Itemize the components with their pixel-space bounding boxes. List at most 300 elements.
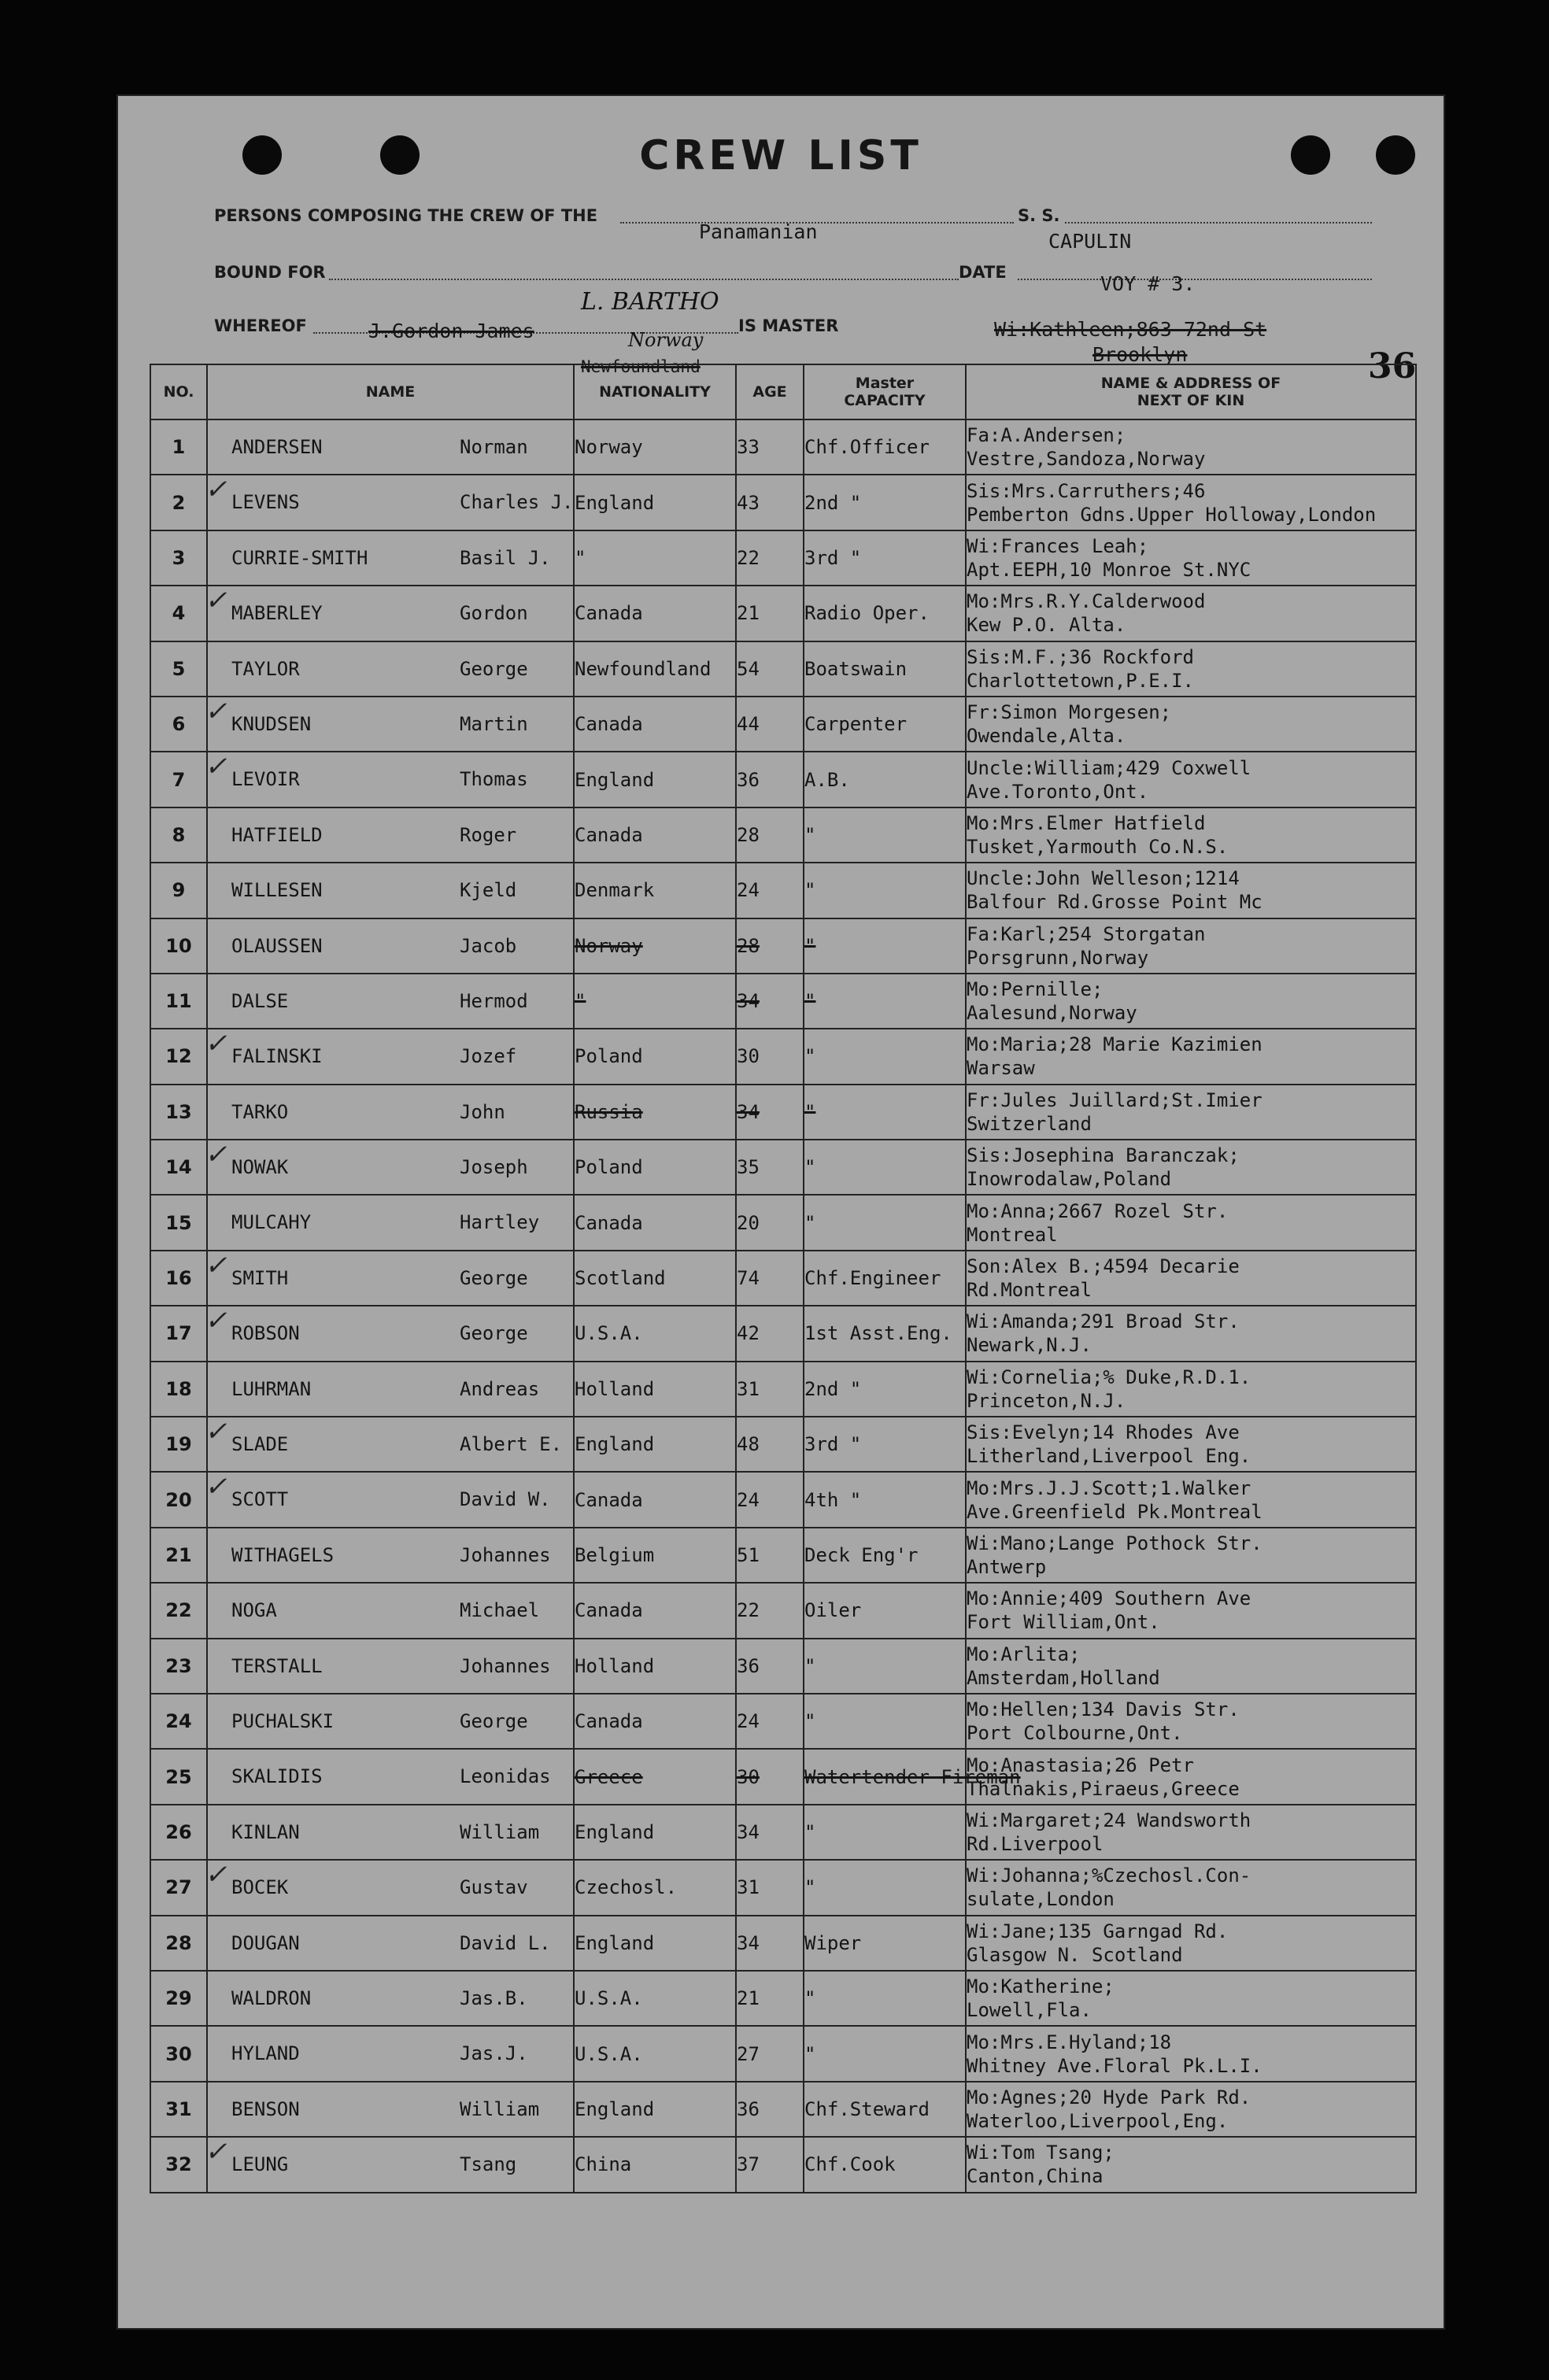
crew-age: 36	[736, 752, 804, 807]
crew-surname: TERSTALL	[231, 1654, 323, 1677]
table-row	[150, 2137, 1416, 2192]
table-row	[150, 1528, 1416, 1583]
crew-given-name: Charles J.	[460, 491, 574, 514]
crew-nationality: Canada	[574, 1472, 736, 1527]
master-handwritten-value: L. BARTHO	[581, 288, 719, 316]
next-of-kin-line: Sis:Mrs.Carruthers;46	[967, 479, 1206, 502]
next-of-kin-cell	[966, 1085, 1416, 1140]
next-of-kin-line: Mo:Mrs.J.J.Scott;1.Walker	[967, 1476, 1251, 1499]
check-mark-icon: ✓	[205, 1028, 227, 1060]
crew-name-cell	[207, 1140, 574, 1195]
next-of-kin-cell	[966, 1140, 1416, 1195]
crew-capacity: "	[804, 1860, 966, 1915]
next-of-kin-cell	[966, 641, 1416, 697]
crew-surname: KINLAN	[231, 1820, 300, 1843]
crew-age: 28	[736, 918, 804, 974]
next-of-kin-line: Mo:Anna;2667 Rozel Str.	[967, 1199, 1229, 1222]
next-of-kin-line: Mo:Anastasia;26 Petr	[967, 1754, 1194, 1776]
next-of-kin-line: Balfour Rd.Grosse Point Mc	[967, 891, 1262, 914]
next-of-kin-cell	[966, 1971, 1416, 2026]
row-number: 20	[150, 1472, 207, 1527]
crew-name-cell	[207, 419, 574, 475]
crew-age: 36	[736, 1639, 804, 1694]
row-number: 14	[150, 1140, 207, 1195]
crew-surname: DALSE	[231, 989, 289, 1012]
crew-name-cell	[207, 1805, 574, 1860]
crew-name-cell	[207, 863, 574, 918]
row-number: 31	[150, 2082, 207, 2137]
row-number: 18	[150, 1362, 207, 1417]
next-of-kin-line: Amsterdam,Holland	[967, 1666, 1160, 1689]
row-number: 23	[150, 1639, 207, 1694]
next-of-kin-line: Glasgow N. Scotland	[967, 1943, 1183, 1966]
crew-name-cell	[207, 1251, 574, 1306]
crew-surname: WITHAGELS	[231, 1543, 335, 1566]
table-row	[150, 530, 1416, 586]
col-header-no: NO.	[150, 364, 207, 419]
crew-given-name: David L.	[460, 1931, 551, 1954]
crew-capacity: Chf.Cook	[804, 2137, 966, 2192]
crew-name-cell	[207, 2026, 574, 2081]
whereof-label: WHEREOF	[214, 316, 307, 335]
crew-given-name: Basil J.	[460, 546, 551, 569]
next-of-kin-cell	[966, 752, 1416, 807]
next-of-kin-line: Sis:Josephina Baranczak;	[967, 1144, 1240, 1167]
next-of-kin-cell	[966, 1639, 1416, 1694]
crew-nationality: Czechosl.	[574, 1860, 736, 1915]
next-of-kin-line: Mo:Annie;409 Southern Ave	[967, 1587, 1251, 1610]
next-of-kin-line: sulate,London	[967, 1888, 1115, 1911]
row-number: 25	[150, 1749, 207, 1804]
crew-age: 43	[736, 475, 804, 530]
crew-nationality: U.S.A.	[574, 2026, 736, 2081]
row-number: 30	[150, 2026, 207, 2081]
row-number: 10	[150, 918, 207, 974]
crew-nationality: Denmark	[574, 863, 736, 918]
crew-capacity: 1st Asst.Eng.	[804, 1306, 966, 1361]
crew-nationality: China	[574, 2137, 736, 2192]
next-of-kin-cell	[966, 419, 1416, 475]
crew-name-cell	[207, 530, 574, 586]
next-of-kin-line: Montreal	[967, 1223, 1058, 1246]
next-of-kin-line: Mo:Pernille;	[967, 978, 1104, 1001]
next-of-kin-cell	[966, 2137, 1416, 2192]
next-of-kin-line: Fort William,Ont.	[967, 1611, 1160, 1634]
next-of-kin-cell	[966, 2082, 1416, 2137]
crew-capacity: "	[804, 1085, 966, 1140]
crew-name-cell	[207, 586, 574, 641]
next-of-kin-line: Fr:Jules Juillard;St.Imier	[967, 1088, 1262, 1111]
next-of-kin-line: Mo:Mrs.R.Y.Calderwood	[967, 590, 1206, 613]
crew-age: 34	[736, 1085, 804, 1140]
crew-age: 34	[736, 974, 804, 1029]
master-nationality-handwritten: Norway	[628, 329, 704, 351]
crew-name-cell	[207, 1417, 574, 1472]
flag-value: Panamanian	[699, 220, 818, 243]
crew-age: 37	[736, 2137, 804, 2192]
crew-given-name: Andreas	[460, 1377, 540, 1400]
crew-capacity: "	[804, 2026, 966, 2081]
next-of-kin-line: Rd.Liverpool	[967, 1832, 1104, 1855]
crew-surname: LUHRMAN	[231, 1377, 312, 1400]
next-of-kin-line: Tusket,Yarmouth Co.N.S.	[967, 835, 1229, 858]
row-number: 22	[150, 1583, 207, 1638]
crew-surname: KNUDSEN	[231, 712, 312, 735]
crew-given-name: Jacob	[460, 934, 517, 957]
crew-age: 28	[736, 808, 804, 863]
crew-age: 51	[736, 1528, 804, 1583]
crew-name-cell	[207, 752, 574, 807]
crew-name-cell	[207, 1029, 574, 1084]
col-header-age: AGE	[736, 364, 804, 419]
next-of-kin-line: Wi:Mano;Lange Pothock Str.	[967, 1532, 1262, 1554]
date-label: DATE	[959, 263, 1007, 282]
crew-name-cell	[207, 974, 574, 1029]
next-of-kin-cell	[966, 863, 1416, 918]
next-of-kin-line: Mo:Katherine;	[967, 1975, 1115, 1998]
crew-name-cell	[207, 475, 574, 530]
next-of-kin-line: Mo:Hellen;134 Davis Str.	[967, 1698, 1240, 1721]
crew-surname: CURRIE-SMITH	[231, 546, 368, 569]
crew-capacity: "	[804, 1694, 966, 1749]
crew-age: 31	[736, 1362, 804, 1417]
crew-capacity: "	[804, 974, 966, 1029]
next-of-kin-cell	[966, 1528, 1416, 1583]
row-number: 12	[150, 1029, 207, 1084]
crew-age: 44	[736, 697, 804, 752]
crew-given-name: George	[460, 1266, 528, 1289]
is-master-label: IS MASTER	[738, 316, 839, 335]
row-number: 29	[150, 1971, 207, 2026]
table-row	[150, 1971, 1416, 2026]
crew-age: 27	[736, 2026, 804, 2081]
table-row	[150, 1251, 1416, 1306]
crew-table-body	[150, 419, 1416, 2193]
next-of-kin-cell	[966, 1805, 1416, 1860]
crew-age: 34	[736, 1805, 804, 1860]
row-number: 7	[150, 752, 207, 807]
col-header-capacity-line2: CAPACITY	[844, 392, 926, 409]
crew-nationality: Holland	[574, 1639, 736, 1694]
next-of-kin-line: Wi:Cornelia;% Duke,R.D.1.	[967, 1366, 1251, 1388]
row-number: 28	[150, 1916, 207, 1971]
crew-nationality: Holland	[574, 1362, 736, 1417]
crew-age: 48	[736, 1417, 804, 1472]
crew-nationality: Norway	[574, 419, 736, 475]
table-row	[150, 1583, 1416, 1638]
crew-surname: TAYLOR	[231, 657, 300, 680]
crew-nationality: Poland	[574, 1029, 736, 1084]
next-of-kin-cell	[966, 697, 1416, 752]
col-header-name: NAME	[207, 364, 574, 419]
crew-capacity: 3rd "	[804, 530, 966, 586]
crew-name-cell	[207, 1971, 574, 2026]
next-of-kin-line: Litherland,Liverpool Eng.	[967, 1445, 1251, 1468]
crew-capacity: A.B.	[804, 752, 966, 807]
crew-surname: LEVOIR	[231, 768, 300, 791]
next-of-kin-line: Canton,China	[967, 2165, 1104, 2188]
crew-capacity: Radio Oper.	[804, 586, 966, 641]
crew-nationality: England	[574, 752, 736, 807]
crew-given-name: John	[460, 1100, 505, 1123]
crew-nationality: Greece	[574, 1749, 736, 1804]
next-of-kin-line: Mo:Mrs.E.Hyland;18	[967, 2031, 1172, 2053]
crew-age: 42	[736, 1306, 804, 1361]
table-row	[150, 1860, 1416, 1915]
next-of-kin-line: Wi:Frances Leah;	[967, 534, 1149, 557]
next-of-kin-cell	[966, 586, 1416, 641]
crew-age: 22	[736, 530, 804, 586]
next-of-kin-cell	[966, 1916, 1416, 1971]
table-row	[150, 641, 1416, 697]
crew-surname: WALDRON	[231, 1986, 312, 2009]
row-number: 19	[150, 1417, 207, 1472]
crew-capacity: Watertender Fireman	[804, 1749, 966, 1804]
crew-nationality: Canada	[574, 586, 736, 641]
table-row	[150, 2082, 1416, 2137]
crew-capacity: "	[804, 808, 966, 863]
table-row	[150, 1805, 1416, 1860]
crew-nationality: Canada	[574, 808, 736, 863]
row-number: 6	[150, 697, 207, 752]
crew-capacity: Wiper	[804, 1916, 966, 1971]
crew-nationality: "	[574, 530, 736, 586]
master-nationality-struck: Newfoundland	[581, 357, 701, 376]
next-of-kin-cell	[966, 1251, 1416, 1306]
crew-name-cell	[207, 1639, 574, 1694]
next-of-kin-line: Switzerland	[967, 1112, 1092, 1135]
crew-name-cell	[207, 1916, 574, 1971]
crew-nationality: U.S.A.	[574, 1971, 736, 2026]
table-header-row	[150, 364, 1416, 419]
crew-capacity: Oiler	[804, 1583, 966, 1638]
table-row	[150, 1029, 1416, 1084]
crew-surname: PUCHALSKI	[231, 1709, 335, 1732]
crew-capacity: 3rd "	[804, 1417, 966, 1472]
table-row	[150, 1472, 1416, 1527]
crew-capacity: "	[804, 863, 966, 918]
row-number: 26	[150, 1805, 207, 1860]
col-header-kin	[966, 364, 1416, 419]
table-row	[150, 1140, 1416, 1195]
row-number: 3	[150, 530, 207, 586]
crew-capacity: "	[804, 1971, 966, 2026]
crew-nationality: U.S.A.	[574, 1306, 736, 1361]
crew-nationality: Canada	[574, 1583, 736, 1638]
crew-surname: HATFIELD	[231, 823, 323, 846]
crew-nationality: Poland	[574, 1140, 736, 1195]
crew-age: 36	[736, 2082, 804, 2137]
crew-given-name: Albert E.	[460, 1433, 563, 1456]
next-of-kin-line: Mo:Arlita;	[967, 1643, 1081, 1665]
crew-surname: LEVENS	[231, 491, 300, 514]
next-of-kin-line: Uncle:John Welleson;1214	[967, 867, 1240, 890]
crew-surname: ROBSON	[231, 1322, 300, 1345]
next-of-kin-cell	[966, 1694, 1416, 1749]
next-of-kin-cell	[966, 974, 1416, 1029]
next-of-kin-cell	[966, 1362, 1416, 1417]
bound-for-label: BOUND FOR	[214, 263, 326, 282]
crew-surname: HYLAND	[231, 2042, 300, 2065]
crew-surname: DOUGAN	[231, 1931, 300, 1954]
col-header-kin-line2: NEXT OF KIN	[1137, 392, 1245, 409]
next-of-kin-line: Wi:Amanda;291 Broad Str.	[967, 1310, 1240, 1333]
dotted-line	[329, 279, 959, 280]
crew-name-cell	[207, 808, 574, 863]
crew-list-sheet	[116, 94, 1445, 2330]
row-number: 16	[150, 1251, 207, 1306]
row-number: 15	[150, 1195, 207, 1250]
crew-surname: BENSON	[231, 2097, 300, 2120]
crew-age: 30	[736, 1749, 804, 1804]
persons-label: PERSONS COMPOSING THE CREW OF THE	[214, 206, 598, 225]
ss-label: S. S.	[1018, 206, 1060, 225]
next-of-kin-line: Mo:Maria;28 Marie Kazimien	[967, 1033, 1262, 1056]
next-of-kin-line: Inowrodalaw,Poland	[967, 1168, 1172, 1191]
crew-name-cell	[207, 1860, 574, 1915]
table-row	[150, 1306, 1416, 1361]
crew-surname: ANDERSEN	[231, 436, 323, 458]
crew-capacity: Chf.Steward	[804, 2082, 966, 2137]
crew-nationality: England	[574, 1916, 736, 1971]
crew-given-name: Martin	[460, 712, 528, 735]
master-kin-struck-1: Wi:Kathleen;863 72nd St	[994, 318, 1267, 341]
table-row	[150, 808, 1416, 863]
next-of-kin-line: Antwerp	[967, 1556, 1047, 1578]
next-of-kin-cell	[966, 2026, 1416, 2081]
crew-surname: FALINSKI	[231, 1045, 323, 1068]
next-of-kin-line: Mo:Mrs.Elmer Hatfield	[967, 811, 1206, 834]
crew-surname: OLAUSSEN	[231, 934, 323, 957]
crew-name-cell	[207, 1472, 574, 1527]
crew-given-name: Michael	[460, 1599, 540, 1622]
crew-capacity: Carpenter	[804, 697, 966, 752]
crew-surname: NOWAK	[231, 1156, 289, 1179]
crew-given-name: William	[460, 1820, 540, 1843]
crew-name-cell	[207, 1306, 574, 1361]
crew-capacity: Chf.Engineer	[804, 1251, 966, 1306]
crew-name-cell	[207, 641, 574, 697]
crew-capacity: "	[804, 1805, 966, 1860]
crew-nationality: Norway	[574, 918, 736, 974]
next-of-kin-cell	[966, 1583, 1416, 1638]
crew-given-name: Gustav	[460, 1876, 528, 1899]
crew-nationality: England	[574, 1417, 736, 1472]
crew-given-name: Jozef	[460, 1045, 517, 1068]
crew-age: 54	[736, 641, 804, 697]
voyage-value: VOY # 3.	[1100, 272, 1196, 295]
crew-given-name: Tsang	[460, 2153, 517, 2176]
next-of-kin-line: Lowell,Fla.	[967, 1999, 1092, 2022]
crew-surname: SCOTT	[231, 1488, 289, 1511]
crew-age: 74	[736, 1251, 804, 1306]
table-row	[150, 1085, 1416, 1140]
next-of-kin-line: Pemberton Gdns.Upper Holloway,London	[967, 503, 1377, 526]
crew-given-name: George	[460, 1709, 528, 1732]
row-number: 8	[150, 808, 207, 863]
crew-age: 33	[736, 419, 804, 475]
crew-age: 21	[736, 1971, 804, 2026]
crew-given-name: Johannes	[460, 1543, 551, 1566]
next-of-kin-line: Ave.Toronto,Ont.	[967, 780, 1149, 803]
col-header-capacity	[804, 364, 966, 419]
check-mark-icon: ✓	[205, 585, 227, 617]
crew-given-name: Thomas	[460, 768, 528, 791]
row-number: 21	[150, 1528, 207, 1583]
crew-given-name: Roger	[460, 823, 517, 846]
next-of-kin-line: Son:Alex B.;4594 Decarie	[967, 1255, 1240, 1278]
crew-capacity: "	[804, 1195, 966, 1250]
crew-given-name: Joseph	[460, 1156, 528, 1179]
crew-name-cell	[207, 918, 574, 974]
next-of-kin-line: Owendale,Alta.	[967, 725, 1126, 748]
next-of-kin-line: Wi:Johanna;%Czechosl.Con-	[967, 1864, 1251, 1887]
table-row	[150, 586, 1416, 641]
next-of-kin-line: Vestre,Sandoza,Norway	[967, 448, 1206, 471]
crew-capacity: 2nd "	[804, 475, 966, 530]
next-of-kin-line: Porsgrunn,Norway	[967, 946, 1149, 969]
crew-given-name: Leonidas	[460, 1765, 551, 1788]
crew-given-name: George	[460, 1322, 528, 1345]
crew-capacity: Chf.Officer	[804, 419, 966, 475]
table-row	[150, 863, 1416, 918]
crew-age: 24	[736, 863, 804, 918]
col-header-nationality: NATIONALITY	[574, 364, 736, 419]
crew-nationality: Canada	[574, 697, 736, 752]
next-of-kin-line: Wi:Jane;135 Garngad Rd.	[967, 1920, 1229, 1942]
crew-name-cell	[207, 1085, 574, 1140]
crew-capacity: "	[804, 1029, 966, 1084]
crew-name-cell	[207, 1362, 574, 1417]
next-of-kin-line: Sis:M.F.;36 Rockford	[967, 645, 1194, 668]
crew-nationality: England	[574, 2082, 736, 2137]
crew-capacity: "	[804, 918, 966, 974]
row-number: 13	[150, 1085, 207, 1140]
next-of-kin-line: Fr:Simon Morgesen;	[967, 701, 1172, 724]
crew-surname: WILLESEN	[231, 879, 323, 902]
next-of-kin-line: Port Colbourne,Ont.	[967, 1722, 1183, 1745]
next-of-kin-line: Kew P.O. Alta.	[967, 614, 1126, 637]
next-of-kin-cell	[966, 1306, 1416, 1361]
row-number: 1	[150, 419, 207, 475]
page-number: 36	[1368, 346, 1417, 386]
row-number: 5	[150, 641, 207, 697]
table-row	[150, 697, 1416, 752]
next-of-kin-line: Wi:Tom Tsang;	[967, 2142, 1115, 2164]
crew-name-cell	[207, 1195, 574, 1250]
crew-name-cell	[207, 2082, 574, 2137]
next-of-kin-line: Charlottetown,P.E.I.	[967, 669, 1194, 692]
next-of-kin-line: Mo:Agnes;20 Hyde Park Rd.	[967, 2086, 1251, 2108]
crew-age: 24	[736, 1694, 804, 1749]
crew-given-name: William	[460, 2097, 540, 2120]
check-mark-icon: ✓	[205, 1249, 227, 1281]
table-row	[150, 1362, 1416, 1417]
crew-given-name: Jas.J.	[460, 2042, 528, 2065]
crew-capacity: Boatswain	[804, 641, 966, 697]
next-of-kin-cell	[966, 918, 1416, 974]
crew-capacity: "	[804, 1639, 966, 1694]
crew-age: 30	[736, 1029, 804, 1084]
crew-given-name: Gordon	[460, 602, 528, 625]
row-number: 32	[150, 2137, 207, 2192]
crew-nationality: Scotland	[574, 1251, 736, 1306]
check-mark-icon: ✓	[205, 1139, 227, 1171]
crew-capacity: 4th "	[804, 1472, 966, 1527]
next-of-kin-cell	[966, 530, 1416, 586]
next-of-kin-cell	[966, 1029, 1416, 1084]
next-of-kin-line: Fa:A.Andersen;	[967, 424, 1126, 447]
